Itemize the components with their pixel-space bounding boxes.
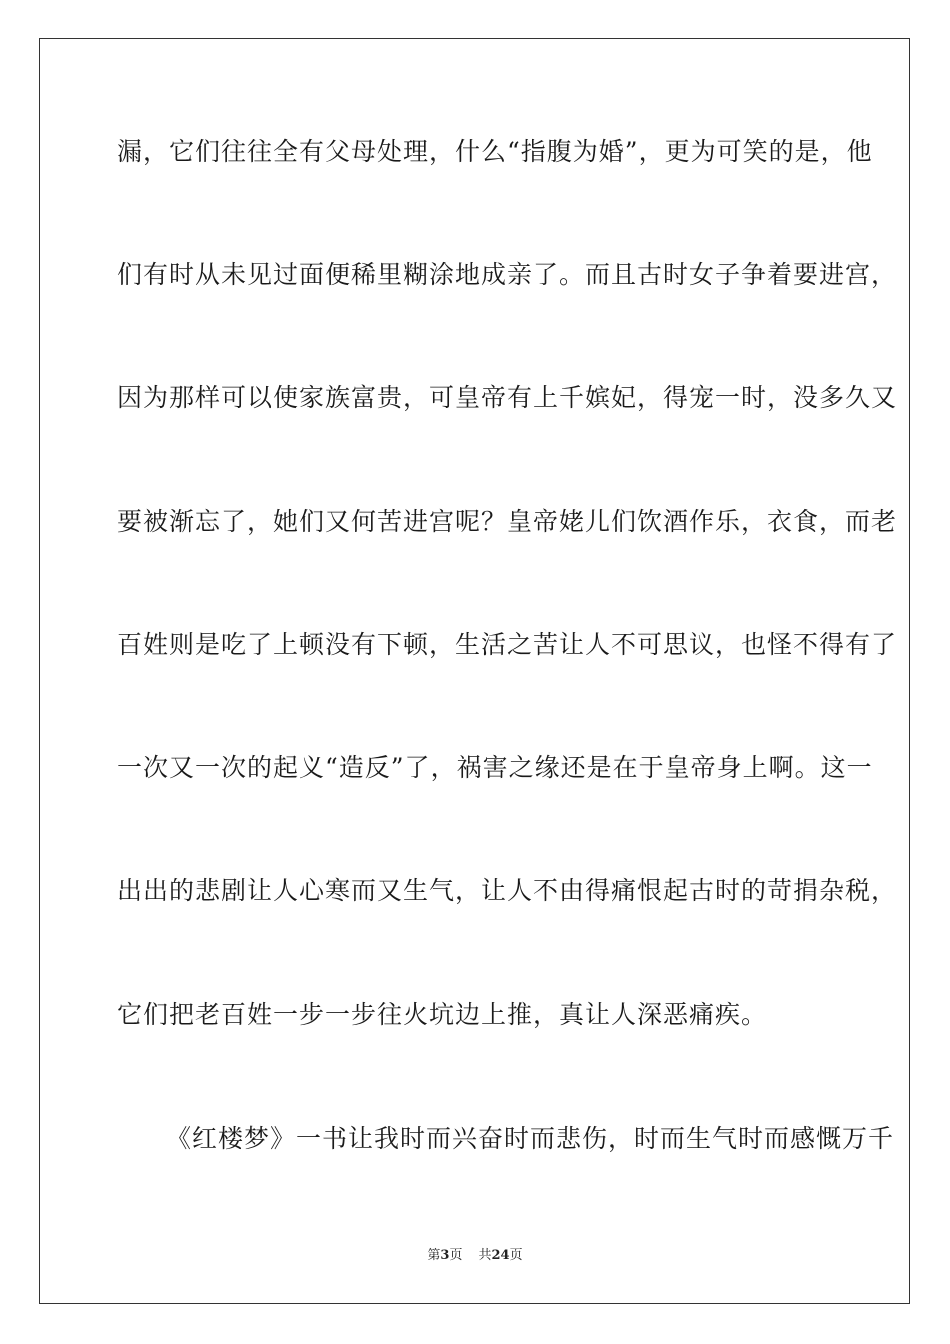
text-line-2: 们有时从未见过面便稀里糊涂地成亲了。而且古时女子争着要进宫， [117,260,898,289]
text-line-5: 百姓则是吃了上顿没有下顿，生活之苦让人不可思议，也怪不得有了 [117,630,898,659]
text-line-7: 出出的悲剧让人心寒而又生气，让人不由得痛恨起古时的苛捐杂税， [117,876,898,905]
page-border [39,38,910,1304]
text-line-1: 漏，它们往往全有父母处理，什么“指腹为婚”，更为可笑的是，他 [117,137,873,166]
page-current: 3 [440,1248,450,1263]
text-line-8: 它们把老百姓一步一步往火坑边上推，真让人深恶痛疾。 [117,1000,768,1029]
text-line-3: 因为那样可以使家族富贵，可皇帝有上千嫔妃，得宠一时，没多久又 [117,383,898,412]
total-prefix: 共 [478,1248,492,1263]
total-suffix: 页 [509,1248,523,1263]
page-suffix: 页 [449,1248,463,1263]
page-footer [0,1247,950,1265]
text-line-6: 一次又一次的起义“造反”了，祸害之缘还是在于皇帝身上啊。这一 [117,753,873,782]
paragraph-start-line: 《红楼梦》一书让我时而兴奋时而悲伤，时而生气时而感慨万千 [166,1124,895,1153]
text-line-4: 要被渐忘了，她们又何苦进宫呢？皇帝姥儿们饮酒作乐，衣食，而老 [117,507,898,536]
page-prefix: 第 [427,1248,441,1263]
page-total: 24 [491,1248,510,1263]
